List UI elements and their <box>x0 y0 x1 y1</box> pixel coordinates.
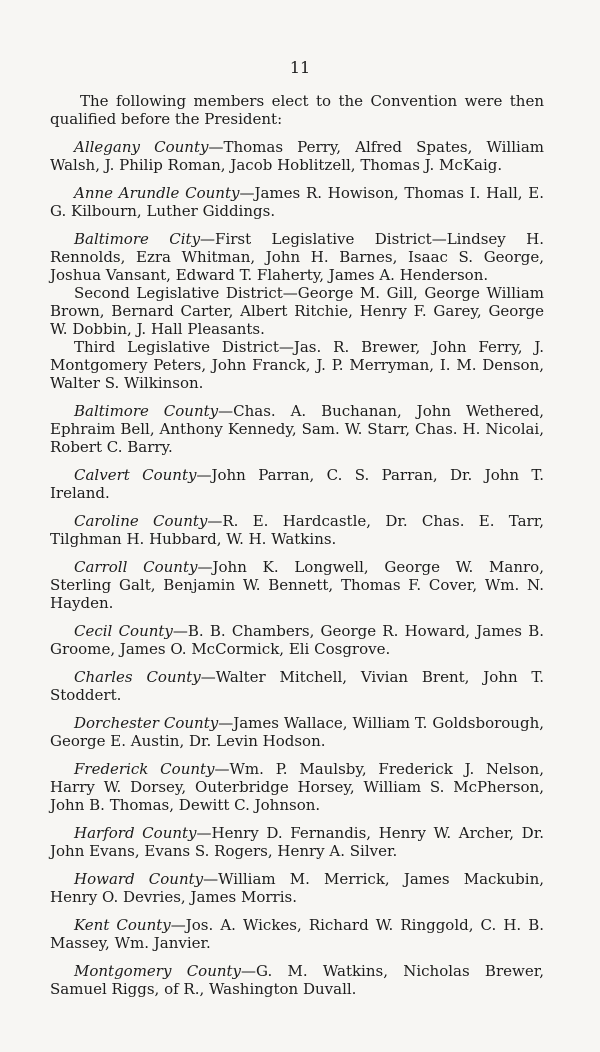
member-list: James Wallace, William T. Goldsborough, George E. Austin, Dr. Levin Hodson. <box>50 714 544 750</box>
body-text <box>50 92 544 1008</box>
county-name: Howard County <box>74 870 204 888</box>
county-name: Calvert County <box>74 466 197 484</box>
entry-baltimore-city: Baltimore City—First Legislative District—Lindsey H. Rennolds, Ezra Whitman, John H. Barnes, Isaac S. George, Joshua Vansant, Edward T. Flaherty, James A. Henderson. <box>50 230 544 284</box>
member-list: Third Legislative District—Jas. R. Brewer, John Ferry, J. Montgomery Peters, John Franck, J. P. Merryman, I. M. Denson, Walter S. Wilkinson. <box>50 338 544 392</box>
entry-baltimore-city-third-district <box>50 338 544 392</box>
county-name: Dorchester County <box>74 714 219 732</box>
county-name: Montgomery County <box>74 962 242 980</box>
member-list: Walter Mitchell, Vivian Brent, John T. Stoddert. <box>50 668 544 704</box>
entry-carroll: Carroll County—John K. Longwell, George W. Manro, Sterling Galt, Benjamin W. Bennett, Thomas F. Cover, Wm. N. Hayden. <box>50 558 544 612</box>
entry-harford: Harford County—Henry D. Fernandis, Henry W. Archer, Dr. John Evans, Evans S. Rogers, Henry A. Silver. <box>50 824 544 860</box>
county-name: Frederick County <box>74 760 215 778</box>
member-list: Jos. A. Wickes, Richard W. Ringgold, C. H. B. Massey, Wm. Janvier. <box>50 916 545 952</box>
entry-caroline: Caroline County—R. E. Hardcastle, Dr. Chas. E. Tarr, Tilghman H. Hubbard, W. H. Watkins. <box>50 512 544 548</box>
entry-kent: Kent County—Jos. A. Wickes, Richard W. Ringgold, C. H. B. Massey, Wm. Janvier. <box>50 916 545 952</box>
entry-baltimore-county: Baltimore County—Chas. A. Buchanan, John Wethered, Ephraim Bell, Anthony Kennedy, Sam. W. Starr, Chas. H. Nicolai, Robert C. Barry. <box>50 402 544 456</box>
member-list: Henry D. Fernandis, Henry W. Archer, Dr. John Evans, Evans S. Rogers, Henry A. Silver. <box>50 824 544 860</box>
member-list: James R. Howison, Thomas I. Hall, E. G. Kilbourn, Luther Giddings. <box>50 184 544 220</box>
member-list: John K. Longwell, George W. Manro, Sterling Galt, Benjamin W. Bennett, Thomas F. Cover, Wm. N. Hayden. <box>50 558 544 612</box>
member-list: William M. Merrick, James Mackubin, Henry O. Devries, James Morris. <box>50 870 544 906</box>
entry-calvert: Calvert County—John Parran, C. S. Parran, Dr. John T. Ireland. <box>50 466 544 502</box>
county-name: Harford County <box>74 824 197 842</box>
entry-dorchester: Dorchester County—James Wallace, William T. Goldsborough, George E. Austin, Dr. Levin Hodson. <box>50 714 544 750</box>
county-name: Caroline County <box>74 512 208 530</box>
county-name: Baltimore County <box>74 402 219 420</box>
entry-howard: Howard County—William M. Merrick, James Mackubin, Henry O. Devries, James Morris. <box>50 870 544 906</box>
member-list: Second Legislative District—George M. Gill, George William Brown, Bernard Carter, Albert Ritchie, Henry F. Garey, George W. Dobbin, J. Hall Pleasants. <box>50 284 544 338</box>
entry-cecil: Cecil County—B. B. Chambers, George R. Howard, James B. Groome, James O. McCormick, Eli Cosgrove. <box>50 622 544 658</box>
member-list: B. B. Chambers, George R. Howard, James B. Groome, James O. McCormick, Eli Cosgrove. <box>50 622 544 658</box>
member-list: Chas. A. Buchanan, John Wethered, Ephraim Bell, Anthony Kennedy, Sam. W. Starr, Chas. H. Nicolai, Robert C. Barry. <box>50 402 544 456</box>
entry-frederick: Frederick County—Wm. P. Maulsby, Frederick J. Nelson, Harry W. Dorsey, Outerbridge Horsey, William S. McPherson, John B. Thomas, Dewitt C. Johnson. <box>50 760 544 814</box>
member-list: G. M. Watkins, Nicholas Brewer, Samuel Riggs, of R., Washington Duvall. <box>50 962 545 998</box>
intro-paragraph: The following members elect to the Convention were then qualified before the President: <box>50 92 544 128</box>
member-list: Thomas Perry, Alfred Spates, William Walsh, J. Philip Roman, Jacob Hoblitzell, Thomas J. McKaig. <box>50 138 544 174</box>
page-number: 11 <box>289 58 311 77</box>
county-name: Anne Arundle County <box>74 184 240 202</box>
county-name: Baltimore City <box>74 230 201 248</box>
member-list: John Parran, C. S. Parran, Dr. John T. Ireland. <box>50 466 544 502</box>
member-list: R. E. Hardcastle, Dr. Chas. E. Tarr, Tilghman H. Hubbard, W. H. Watkins. <box>50 512 544 548</box>
entry-allegany: Allegany County—Thomas Perry, Alfred Spates, William Walsh, J. Philip Roman, Jacob Hoblitzell, Thomas J. McKaig. <box>50 138 544 174</box>
county-name: Carroll County <box>74 558 198 576</box>
entry-charles: Charles County—Walter Mitchell, Vivian Brent, John T. Stoddert. <box>50 668 544 704</box>
entry-montgomery: Montgomery County—G. M. Watkins, Nicholas Brewer, Samuel Riggs, of R., Washington Duvall. <box>50 962 545 998</box>
county-name: Allegany County <box>74 138 209 156</box>
member-list: Wm. P. Maulsby, Frederick J. Nelson, Harry W. Dorsey, Outerbridge Horsey, William S. McPherson, John B. Thomas, Dewitt C. Johnson. <box>50 760 544 814</box>
entry-anne-arundle: Anne Arundle County—James R. Howison, Thomas I. Hall, E. G. Kilbourn, Luther Giddings. <box>50 184 544 220</box>
member-list: First Legislative District—Lindsey H. Rennolds, Ezra Whitman, John H. Barnes, Isaac S. George, Joshua Vansant, Edward T. Flaherty, James A. Henderson. <box>50 230 544 284</box>
county-name: Cecil County <box>74 622 173 640</box>
entry-baltimore-city-second-district <box>50 284 544 338</box>
county-name: Charles County <box>74 668 201 686</box>
county-name: Kent County <box>74 916 171 934</box>
